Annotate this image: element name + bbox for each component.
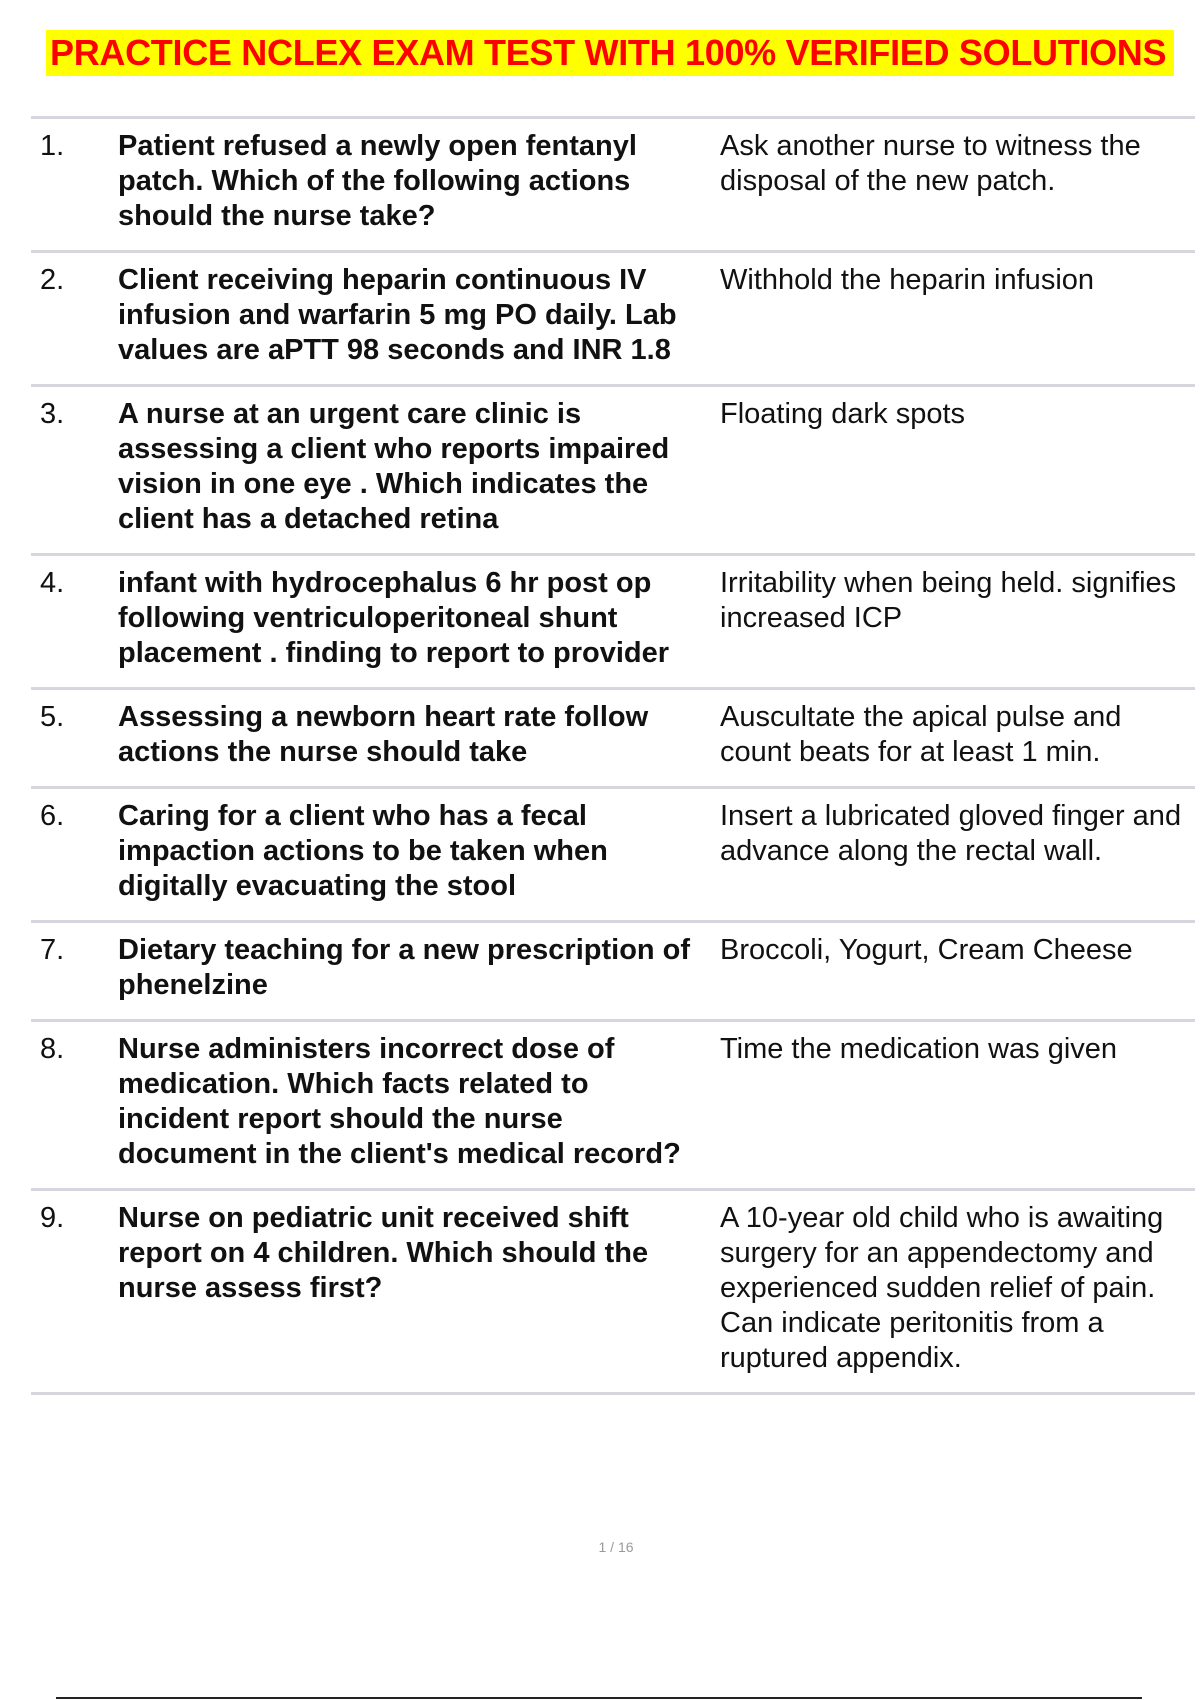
qa-row-9 — [31, 1191, 1195, 1395]
question-answer-table — [31, 116, 1195, 1395]
question-number: 9. — [40, 1202, 65, 1234]
question-text: Caring for a client who has a fecal impaction actions to be taken when digitally evacuating the stool — [118, 800, 608, 902]
qa-row-3 — [31, 387, 1195, 556]
question-number: 2. — [40, 264, 65, 296]
answer-text: Floating dark spots — [720, 398, 966, 430]
qa-row-7 — [31, 923, 1195, 1022]
qa-row-4 — [31, 556, 1195, 690]
answer-text: Ask another nurse to witness the disposal of the new patch. — [720, 130, 1141, 197]
answer-text: Withhold the heparin infusion — [720, 264, 1095, 296]
question-text: Assessing a newborn heart rate follow actions the nurse should take — [118, 701, 649, 768]
answer-text: Time the medication was given — [720, 1033, 1118, 1065]
question-text: infant with hydrocephalus 6 hr post op following ventriculoperitoneal shunt placement . finding to report to provider — [118, 567, 670, 669]
page-indicator: 1 / 16 — [598, 1539, 634, 1555]
question-number: 4. — [40, 567, 65, 599]
question-number: 3. — [40, 398, 65, 430]
question-text: Nurse on pediatric unit received shift report on 4 children. Which should the nurse assess first? — [118, 1202, 649, 1304]
question-number: 7. — [40, 934, 65, 966]
question-number: 6. — [40, 800, 65, 832]
title-wrap — [46, 30, 1174, 76]
question-number: 5. — [40, 701, 65, 733]
answer-text: Irritability when being held. signifies increased ICP — [720, 567, 1177, 634]
qa-row-5 — [31, 690, 1195, 789]
question-text: A nurse at an urgent care clinic is assessing a client who reports impaired vision in one eye . Which indicates the client has a detached retina — [118, 398, 670, 535]
qa-row-6 — [31, 789, 1195, 923]
bottom-divider — [56, 1697, 1142, 1699]
qa-row-1 — [31, 119, 1195, 253]
question-text: Dietary teaching for a new prescription of phenelzine — [118, 934, 691, 1001]
question-text: Client receiving heparin continuous IV infusion and warfarin 5 mg PO daily. Lab values are aPTT 98 seconds and INR 1.8 — [118, 264, 677, 366]
question-text: Patient refused a newly open fentanyl patch. Which of the following actions should the nurse take? — [118, 130, 637, 232]
answer-text: Insert a lubricated gloved finger and advance along the rectal wall. — [720, 800, 1182, 867]
question-text: Nurse administers incorrect dose of medication. Which facts related to incident report should the nurse document in the client's medical record? — [118, 1033, 681, 1170]
answer-text: Auscultate the apical pulse and count beats for at least 1 min. — [720, 701, 1122, 768]
qa-row-8 — [31, 1022, 1195, 1191]
question-number: 1. — [40, 130, 65, 162]
document-title: PRACTICE NCLEX EXAM TEST WITH 100% VERIFIED SOLUTIONS — [46, 30, 1174, 76]
answer-text: A 10-year old child who is awaiting surgery for an appendectomy and experienced sudden relief of pain. Can indicate peritonitis from a ruptured appendix. — [720, 1202, 1164, 1374]
question-number: 8. — [40, 1033, 65, 1065]
answer-text: Broccoli, Yogurt, Cream Cheese — [720, 934, 1133, 966]
qa-row-2 — [31, 253, 1195, 387]
